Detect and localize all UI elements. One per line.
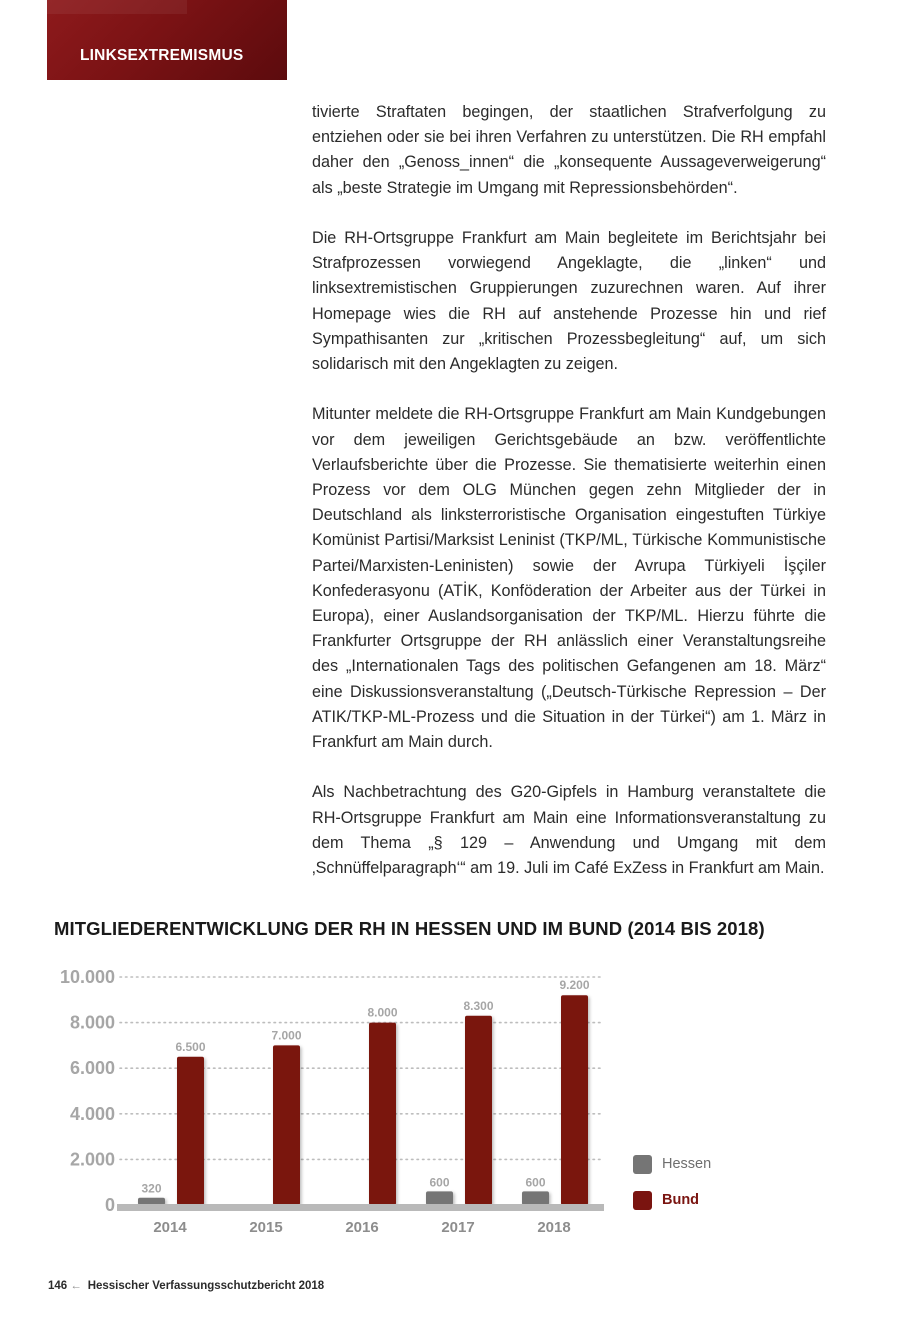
bar-bund-2014 (177, 1057, 204, 1205)
legend-label-hessen: Hessen (662, 1156, 712, 1172)
legend-swatch-hessen (633, 1155, 652, 1174)
paragraph-4: Als Nachbetrachtung des G20-Gipfels in Hamburg veranstaltete die RH-Ortsgruppe Frankfurt am Main eine Informationsveranstaltung zu dem Thema „§ 129 – Anwendung und Umgang mit dem ‚Schnüffelparagraph‘“ am 19. Juli im Café ExZess in Frankfurt am Main. (312, 783, 826, 878)
paragraph-3: Mitunter meldete die RH-Ortsgruppe Frankfurt am Main Kundgebungen vor dem jeweiligen Gerichtsgebäude an bzw. veröffentlichte Verlaufsberichte über die Prozesse. Sie thematisierte weiterhin einen Prozess vor dem OLG München gegen zehn Mitglieder der in Deutschland als linksterroristische Organisation eingestuften Türkiye Komünist Partisi/Marksist Leninist (TKP/ML, Türkische Kommunistische Partei/Marxisten-Leninisten) sowie der Avrupa Türkiyeli İşçiler Konfederasyonu (ATİK, Konföderation der Arbeiter aus der Türkei in Europa), einer Auslandsorganisation der TKP/ML. Hierzu führte die Frankfurter Ortsgruppe der RH anlässlich einer Veranstaltungsreihe des „Internationalen Tags des politischen Gefangenen am 18. März“ eine Diskussionsveranstaltung („Deutsch-Türkische Repression – Der ATIK/TKP-ML-Prozess und die Situation in der Türkei“) am 1. März in Frankfurt am Main durch. (312, 405, 826, 752)
x-tick-label-2018: 2018 (537, 1219, 571, 1236)
data-labels (141, 978, 589, 1195)
bar-hessen-2017 (426, 1191, 453, 1205)
x-axis-base (117, 1204, 604, 1211)
bar-bund-2018 (561, 995, 588, 1205)
y-tick-label: 6.000 (69, 1058, 115, 1079)
y-tick-label: 2.000 (69, 1149, 115, 1170)
data-label-hessen-2014: 320 (141, 1181, 162, 1196)
legend-item-bund (633, 1189, 711, 1211)
bar-hessen-2018 (522, 1191, 549, 1205)
publication-title: Hessischer Verfassungsschutzbericht 2018 (87, 1280, 325, 1292)
legend-label-bund: Bund (662, 1192, 700, 1208)
x-tick-label-2017: 2017 (441, 1219, 475, 1236)
x-tick-label-2016: 2016 (345, 1219, 379, 1236)
data-label-hessen-2018: 600 (525, 1175, 546, 1190)
y-tick-label: 4.000 (69, 1103, 115, 1124)
y-axis-ticks (60, 967, 115, 1215)
page-number: 146 (48, 1280, 68, 1292)
back-arrow-icon: ← (70, 1280, 82, 1292)
legend-item-hessen (633, 1153, 711, 1175)
x-tick-label-2015: 2015 (249, 1219, 283, 1236)
data-label-bund-2015: 7.000 (271, 1028, 302, 1043)
page-footer (48, 1280, 324, 1292)
chart-title: MITGLIEDERENTWICKLUNG DER RH IN HESSEN UND IM BUND (2014 BIS 2018) (54, 918, 765, 939)
bar-bund-2015 (273, 1045, 300, 1205)
legend-swatch-bund (633, 1191, 652, 1210)
data-label-bund-2017: 8.300 (463, 998, 494, 1013)
section-header-tab (47, 0, 287, 80)
x-tick-label-2014: 2014 (153, 1219, 187, 1236)
paragraph-2: Die RH-Ortsgruppe Frankfurt am Main begleitete im Berichtsjahr bei Strafprozessen vorwiegend Angeklagte, die „linken“ und linksextremistischen Gruppierungen zuzurechnen waren. Auf ihrer Homepage wies die RH auf anstehende Prozesse hin und rief Sympathisanten zur „kritischen Prozessbegleitung“ auf, um sich solidarisch mit den Angeklagten zu zeigen. (312, 229, 826, 374)
x-axis-ticks (153, 1219, 570, 1236)
data-label-hessen-2017: 600 (429, 1175, 450, 1190)
section-label: LINKSEXTREMISMUS (80, 47, 244, 64)
bars (138, 995, 588, 1205)
y-tick-label: 10.000 (59, 967, 115, 987)
data-label-bund-2018: 9.200 (559, 978, 590, 993)
y-tick-label: 0 (104, 1195, 115, 1215)
bar-chart (0, 950, 900, 1250)
chart-legend (633, 1153, 711, 1225)
bar-hessen-2014 (138, 1198, 165, 1205)
bar-bund-2017 (465, 1016, 492, 1205)
bar-bund-2016 (369, 1023, 396, 1205)
data-label-bund-2016: 8.000 (367, 1005, 398, 1020)
y-tick-label: 8.000 (69, 1012, 115, 1033)
body-text (312, 100, 826, 906)
paragraph-1: tivierte Straftaten begingen, der staatlichen Strafverfolgung zu entziehen oder sie bei ihren Verfahren zu unterstützen. Die RH empfahl daher den „Genoss_innen“ die „konsequente Aussageverweigerung“ als „beste Strategie im Umgang mit Repressionsbehörden“. (312, 103, 826, 197)
data-label-bund-2014: 6.500 (175, 1039, 206, 1054)
